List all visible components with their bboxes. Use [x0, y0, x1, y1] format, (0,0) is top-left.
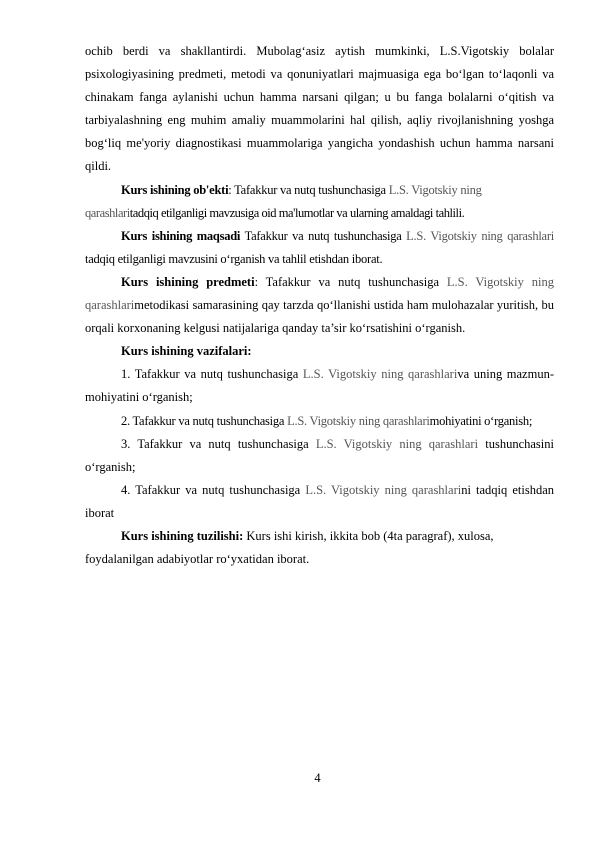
structure-paragraph-cont: foydalanilgan adabiyotlar ro‘yxatidan iborat. — [85, 552, 310, 567]
subject-text-1: : Tafakkur va nutq tushunchasiga — [254, 274, 447, 289]
intro-paragraph: ochib berdi va shakllantirdi. Mubolag‘asiz aytish mumkinki, L.S.Vigotskiy bolalar psixologiyasining predmeti, metodi va qonuniyatlari majmuasiga ega bo‘lgan to‘laqonli va chinakam fanga aylanishi uchun hamma narsani qilgan; u bu fanga bolalarni o‘qitish va tarbiyalashning eng muhim amaliy muammolarini hal qilish, aqliy rivojlanishning yoshga bog‘liq me'yoriy diagnostikasi muammolariga yangicha yondashish uchun hamma narsani qildi. — [85, 44, 554, 174]
structure-paragraph — [85, 525, 554, 548]
object-paragraph-cont — [85, 202, 554, 225]
tasks-heading — [85, 340, 554, 363]
task-item-2-pre: 2. Tafakkur va nutq tushunchasiga — [121, 413, 288, 428]
subject-text-2: metodikasi samarasining qay tarzda qo‘llanishi ustida ham mulohazalar yuritish, bu orqali korxonaning kelgusi natijalariga qanday ta’sir ko‘rsatishini o‘rganish. — [85, 298, 554, 336]
page-content — [85, 40, 554, 571]
task-item-3-post: tushunchasini o‘rganish; — [85, 436, 554, 474]
task-item-3-name: L.S. Vigotskiy ning qarashlari — [315, 436, 479, 451]
task-item-1-name: L.S. Vigotskiy ning qarashlari — [302, 367, 458, 382]
page-number: 4 — [314, 771, 321, 785]
subject-paragraph — [85, 271, 554, 340]
object-name-cont: qarashlari — [85, 205, 130, 220]
task-item-4-pre: 4. Tafakkur va nutq tushunchasiga — [121, 482, 306, 497]
structure-text-1: Kurs ishi kirish, ikkita bob (4ta paragraf), xulosa, — [243, 528, 494, 543]
object-label: Kurs ishining ob'ekti — [121, 182, 229, 197]
task-item — [85, 363, 554, 409]
structure-label: Kurs ishining tuzilishi: — [121, 528, 244, 543]
aim-label: Kurs ishining maqsadi — [121, 228, 241, 243]
task-item-3-pre: 3. Tafakkur va nutq tushunchasiga — [121, 436, 316, 451]
aim-text-1: Tafakkur va nutq tushunchasiga — [240, 228, 407, 243]
task-item — [85, 479, 554, 525]
task-item-2-post: mohiyatini o‘rganish; — [429, 413, 533, 428]
subject-label: Kurs ishining predmeti — [121, 274, 255, 289]
subject-name: L.S. Vigotskiy ning qarashlari — [85, 274, 554, 313]
object-text-2: tadqiq etilganligi mavzusiga oid ma'lumotlar va ularning amaldagi tahlili. — [129, 205, 465, 220]
task-item-1-pre: 1. Tafakkur va nutq tushunchasiga — [121, 367, 303, 382]
aim-text-2: tadqiq etilganligi mavzusini o‘rganish va tahlil etishdan iborat. — [85, 251, 383, 266]
task-item-1-post: va uning mazmun-mohiyatini o‘rganish; — [85, 367, 554, 405]
object-name: L.S. Vigotskiy ning — [388, 182, 482, 197]
tasks-heading-text: Kurs ishining vazifalari: — [121, 344, 252, 359]
aim-name: L.S. Vigotskiy ning qarashlari — [406, 228, 554, 243]
task-item-2-name: L.S. Vigotskiy ning qarashlari — [287, 413, 430, 428]
task-item-4-post: ni tadqiq etishdan iborat — [85, 482, 554, 520]
task-item — [85, 410, 554, 433]
object-paragraph — [85, 179, 554, 202]
task-item-4-name: L.S. Vigotskiy ning qarashlari — [305, 482, 462, 497]
task-item — [85, 433, 554, 479]
aim-paragraph — [85, 225, 554, 271]
object-text-1: : Tafakkur va nutq tushunchasiga — [228, 182, 389, 197]
